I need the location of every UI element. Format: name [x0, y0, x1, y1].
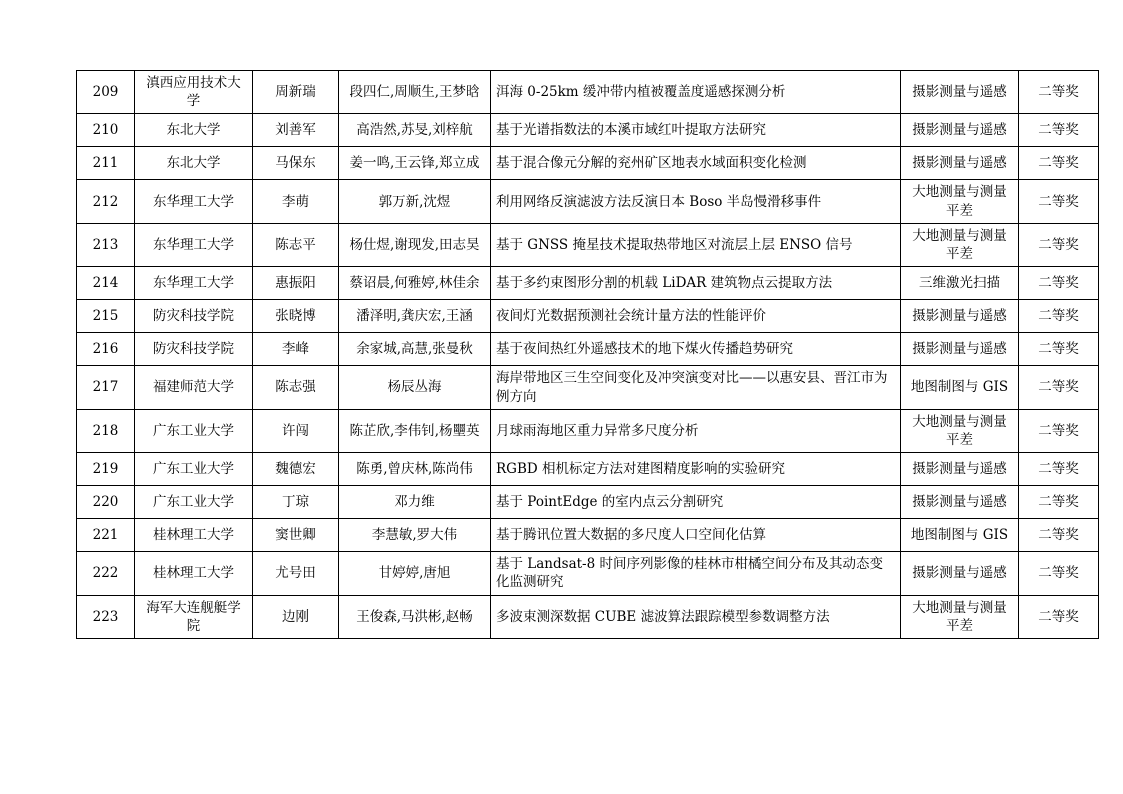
table-row — [77, 300, 1099, 333]
row-number: 222 — [77, 552, 135, 595]
row-number: 219 — [77, 453, 135, 486]
row-prize: 二等奖 — [1019, 552, 1099, 595]
row-number: 215 — [77, 300, 135, 333]
row-field: 摄影测量与遥感 — [901, 552, 1019, 595]
row-number: 210 — [77, 114, 135, 147]
row-prize: 二等奖 — [1019, 366, 1099, 409]
row-field: 摄影测量与遥感 — [901, 114, 1019, 147]
row-field: 地图制图与 GIS — [901, 366, 1019, 409]
row-field: 大地测量与测量平差 — [901, 223, 1019, 266]
row-prize: 二等奖 — [1019, 486, 1099, 519]
table-row — [77, 71, 1099, 114]
row-number: 218 — [77, 409, 135, 452]
row-prize: 二等奖 — [1019, 595, 1099, 638]
row-coauthors: 余家城,高慧,张曼秋 — [339, 333, 491, 366]
row-organization: 东北大学 — [135, 114, 253, 147]
row-coauthors: 杨辰丛海 — [339, 366, 491, 409]
row-organization: 东华理工大学 — [135, 223, 253, 266]
row-coauthors: 李慧敏,罗大伟 — [339, 519, 491, 552]
row-organization: 福建师范大学 — [135, 366, 253, 409]
row-field: 大地测量与测量平差 — [901, 595, 1019, 638]
row-number: 214 — [77, 267, 135, 300]
row-title: 基于 GNSS 掩星技术提取热带地区对流层上层 ENSO 信号 — [491, 223, 901, 266]
row-field: 摄影测量与遥感 — [901, 453, 1019, 486]
award-table — [76, 70, 1099, 639]
row-field: 摄影测量与遥感 — [901, 147, 1019, 180]
row-field: 摄影测量与遥感 — [901, 71, 1019, 114]
row-organization: 东华理工大学 — [135, 267, 253, 300]
table-row — [77, 267, 1099, 300]
row-title: 夜间灯光数据预测社会统计量方法的性能评价 — [491, 300, 901, 333]
row-prize: 二等奖 — [1019, 71, 1099, 114]
row-field: 三维激光扫描 — [901, 267, 1019, 300]
table-row — [77, 409, 1099, 452]
row-coauthors: 高浩然,苏旻,刘梓航 — [339, 114, 491, 147]
row-organization: 防灾科技学院 — [135, 333, 253, 366]
row-prize: 二等奖 — [1019, 300, 1099, 333]
row-number: 213 — [77, 223, 135, 266]
table-row — [77, 453, 1099, 486]
row-coauthors: 段四仁,周顺生,王梦晗 — [339, 71, 491, 114]
row-organization: 广东工业大学 — [135, 453, 253, 486]
row-first-author: 许闯 — [253, 409, 339, 452]
row-first-author: 惠振阳 — [253, 267, 339, 300]
row-title: 基于 PointEdge 的室内点云分割研究 — [491, 486, 901, 519]
row-coauthors: 甘婷婷,唐旭 — [339, 552, 491, 595]
row-field: 摄影测量与遥感 — [901, 333, 1019, 366]
row-prize: 二等奖 — [1019, 180, 1099, 223]
table-row — [77, 486, 1099, 519]
row-first-author: 丁琼 — [253, 486, 339, 519]
row-number: 221 — [77, 519, 135, 552]
row-title: 利用网络反演滤波方法反演日本 Boso 半岛慢滑移事件 — [491, 180, 901, 223]
row-prize: 二等奖 — [1019, 223, 1099, 266]
row-number: 209 — [77, 71, 135, 114]
row-title: RGBD 相机标定方法对建图精度影响的实验研究 — [491, 453, 901, 486]
row-first-author: 边刚 — [253, 595, 339, 638]
row-first-author: 魏德宏 — [253, 453, 339, 486]
table-row — [77, 180, 1099, 223]
row-organization: 广东工业大学 — [135, 409, 253, 452]
row-prize: 二等奖 — [1019, 114, 1099, 147]
row-title: 洱海 0-25km 缓冲带内植被覆盖度遥感探测分析 — [491, 71, 901, 114]
row-prize: 二等奖 — [1019, 147, 1099, 180]
row-coauthors: 姜一鸣,王云锋,郑立成 — [339, 147, 491, 180]
row-organization: 东北大学 — [135, 147, 253, 180]
row-coauthors: 潘泽明,龚庆宏,王涵 — [339, 300, 491, 333]
row-first-author: 李峰 — [253, 333, 339, 366]
row-first-author: 周新瑞 — [253, 71, 339, 114]
row-title: 海岸带地区三生空间变化及冲突演变对比——以惠安县、晋江市为例方向 — [491, 366, 901, 409]
row-first-author: 窦世卿 — [253, 519, 339, 552]
row-organization: 桂林理工大学 — [135, 552, 253, 595]
row-number: 211 — [77, 147, 135, 180]
row-first-author: 陈志强 — [253, 366, 339, 409]
row-title: 基于多约束图形分割的机载 LiDAR 建筑物点云提取方法 — [491, 267, 901, 300]
row-coauthors: 邓力维 — [339, 486, 491, 519]
row-prize: 二等奖 — [1019, 453, 1099, 486]
row-title: 基于 Landsat-8 时间序列影像的桂林市柑橘空间分布及其动态变化监测研究 — [491, 552, 901, 595]
row-title: 多波束测深数据 CUBE 滤波算法跟踪模型参数调整方法 — [491, 595, 901, 638]
row-title: 基于夜间热红外遥感技术的地下煤火传播趋势研究 — [491, 333, 901, 366]
row-organization: 滇西应用技术大学 — [135, 71, 253, 114]
row-prize: 二等奖 — [1019, 409, 1099, 452]
row-field: 大地测量与测量平差 — [901, 180, 1019, 223]
row-prize: 二等奖 — [1019, 519, 1099, 552]
table-row — [77, 223, 1099, 266]
table-row — [77, 552, 1099, 595]
table-row — [77, 114, 1099, 147]
row-organization: 海军大连舰艇学院 — [135, 595, 253, 638]
row-organization: 广东工业大学 — [135, 486, 253, 519]
row-number: 212 — [77, 180, 135, 223]
row-organization: 东华理工大学 — [135, 180, 253, 223]
row-first-author: 马保东 — [253, 147, 339, 180]
table-row — [77, 519, 1099, 552]
award-table-container — [76, 70, 1079, 639]
row-prize: 二等奖 — [1019, 267, 1099, 300]
table-row — [77, 366, 1099, 409]
row-organization: 防灾科技学院 — [135, 300, 253, 333]
row-title: 月球雨海地区重力异常多尺度分析 — [491, 409, 901, 452]
row-coauthors: 杨仕煜,谢现发,田志昊 — [339, 223, 491, 266]
row-field: 大地测量与测量平差 — [901, 409, 1019, 452]
row-number: 220 — [77, 486, 135, 519]
row-title: 基于混合像元分解的兖州矿区地表水域面积变化检测 — [491, 147, 901, 180]
row-field: 摄影测量与遥感 — [901, 486, 1019, 519]
row-coauthors: 郭万新,沈煜 — [339, 180, 491, 223]
row-first-author: 李萌 — [253, 180, 339, 223]
table-row — [77, 595, 1099, 638]
row-field: 摄影测量与遥感 — [901, 300, 1019, 333]
row-coauthors: 陈勇,曾庆林,陈尚伟 — [339, 453, 491, 486]
table-row — [77, 333, 1099, 366]
row-first-author: 陈志平 — [253, 223, 339, 266]
row-title: 基于腾讯位置大数据的多尺度人口空间化估算 — [491, 519, 901, 552]
row-number: 216 — [77, 333, 135, 366]
row-first-author: 刘善军 — [253, 114, 339, 147]
row-coauthors: 蔡诏晨,何雅婷,林佳余 — [339, 267, 491, 300]
table-row — [77, 147, 1099, 180]
row-first-author: 张晓博 — [253, 300, 339, 333]
row-title: 基于光谱指数法的本溪市域红叶提取方法研究 — [491, 114, 901, 147]
row-number: 217 — [77, 366, 135, 409]
row-prize: 二等奖 — [1019, 333, 1099, 366]
row-organization: 桂林理工大学 — [135, 519, 253, 552]
row-first-author: 尤号田 — [253, 552, 339, 595]
row-number: 223 — [77, 595, 135, 638]
row-field: 地图制图与 GIS — [901, 519, 1019, 552]
row-coauthors: 陈芷欣,李伟钊,杨壨英 — [339, 409, 491, 452]
row-coauthors: 王俊森,马洪彬,赵畅 — [339, 595, 491, 638]
